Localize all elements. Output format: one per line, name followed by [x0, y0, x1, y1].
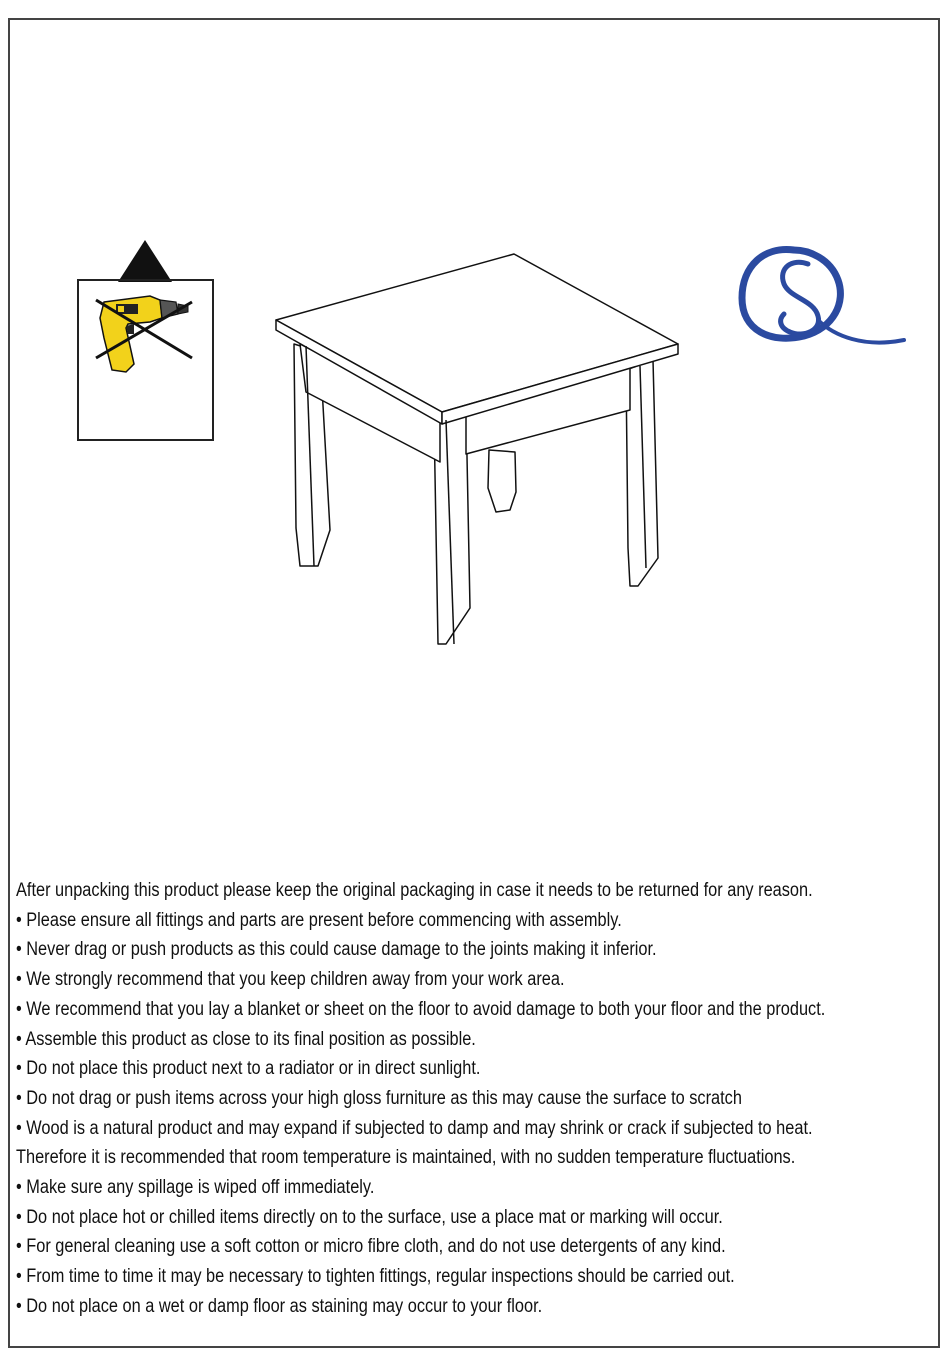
- side-table-illustration: [270, 248, 690, 658]
- list-item: • We strongly recommend that you keep children away from your work area.: [16, 969, 565, 991]
- list-item: • Make sure any spillage is wiped off immediately.: [16, 1177, 375, 1199]
- s-monogram-logo: [734, 236, 914, 361]
- list-item: • Wood is a natural product and may expand if subjected to damp and may shrink or crack if subjected to heat.: [16, 1117, 813, 1139]
- list-item: • Assemble this product as close to its final position as possible.: [16, 1028, 476, 1050]
- list-item: • From time to time it may be necessary to tighten fittings, regular inspections should be carried out.: [16, 1266, 735, 1288]
- list-item: • For general cleaning use a soft cotton or micro fibre cloth, and do not use detergents of any kind.: [16, 1236, 726, 1258]
- warning-triangle-icon: [118, 240, 172, 282]
- list-item: • Never drag or push products as this could cause damage to the joints making it inferior.: [16, 939, 657, 961]
- list-item: • We recommend that you lay a blanket or sheet on the floor to avoid damage to both your floor and the product.: [16, 998, 826, 1020]
- list-item: • Do not drag or push items across your high gloss furniture as this may cause the surface to scratch: [16, 1087, 742, 1109]
- list-item-continuation: Therefore it is recommended that room temperature is maintained, with no sudden temperature fluctuations.: [16, 1147, 796, 1169]
- list-item: • Do not place hot or chilled items directly on to the surface, use a place mat or marking will occur.: [16, 1206, 723, 1228]
- list-item: • Do not place this product next to a radiator or in direct sunlight.: [16, 1058, 481, 1080]
- no-power-drill-icon: [90, 288, 200, 378]
- list-item: • Please ensure all fittings and parts are present before commencing with assembly.: [16, 909, 622, 931]
- care-instructions-list: [16, 876, 945, 1322]
- list-item: • Do not place on a wet or damp floor as staining may occur to your floor.: [16, 1295, 543, 1317]
- intro-note: After unpacking this product please keep the original packaging in case it needs to be returned for any reason.: [16, 880, 813, 901]
